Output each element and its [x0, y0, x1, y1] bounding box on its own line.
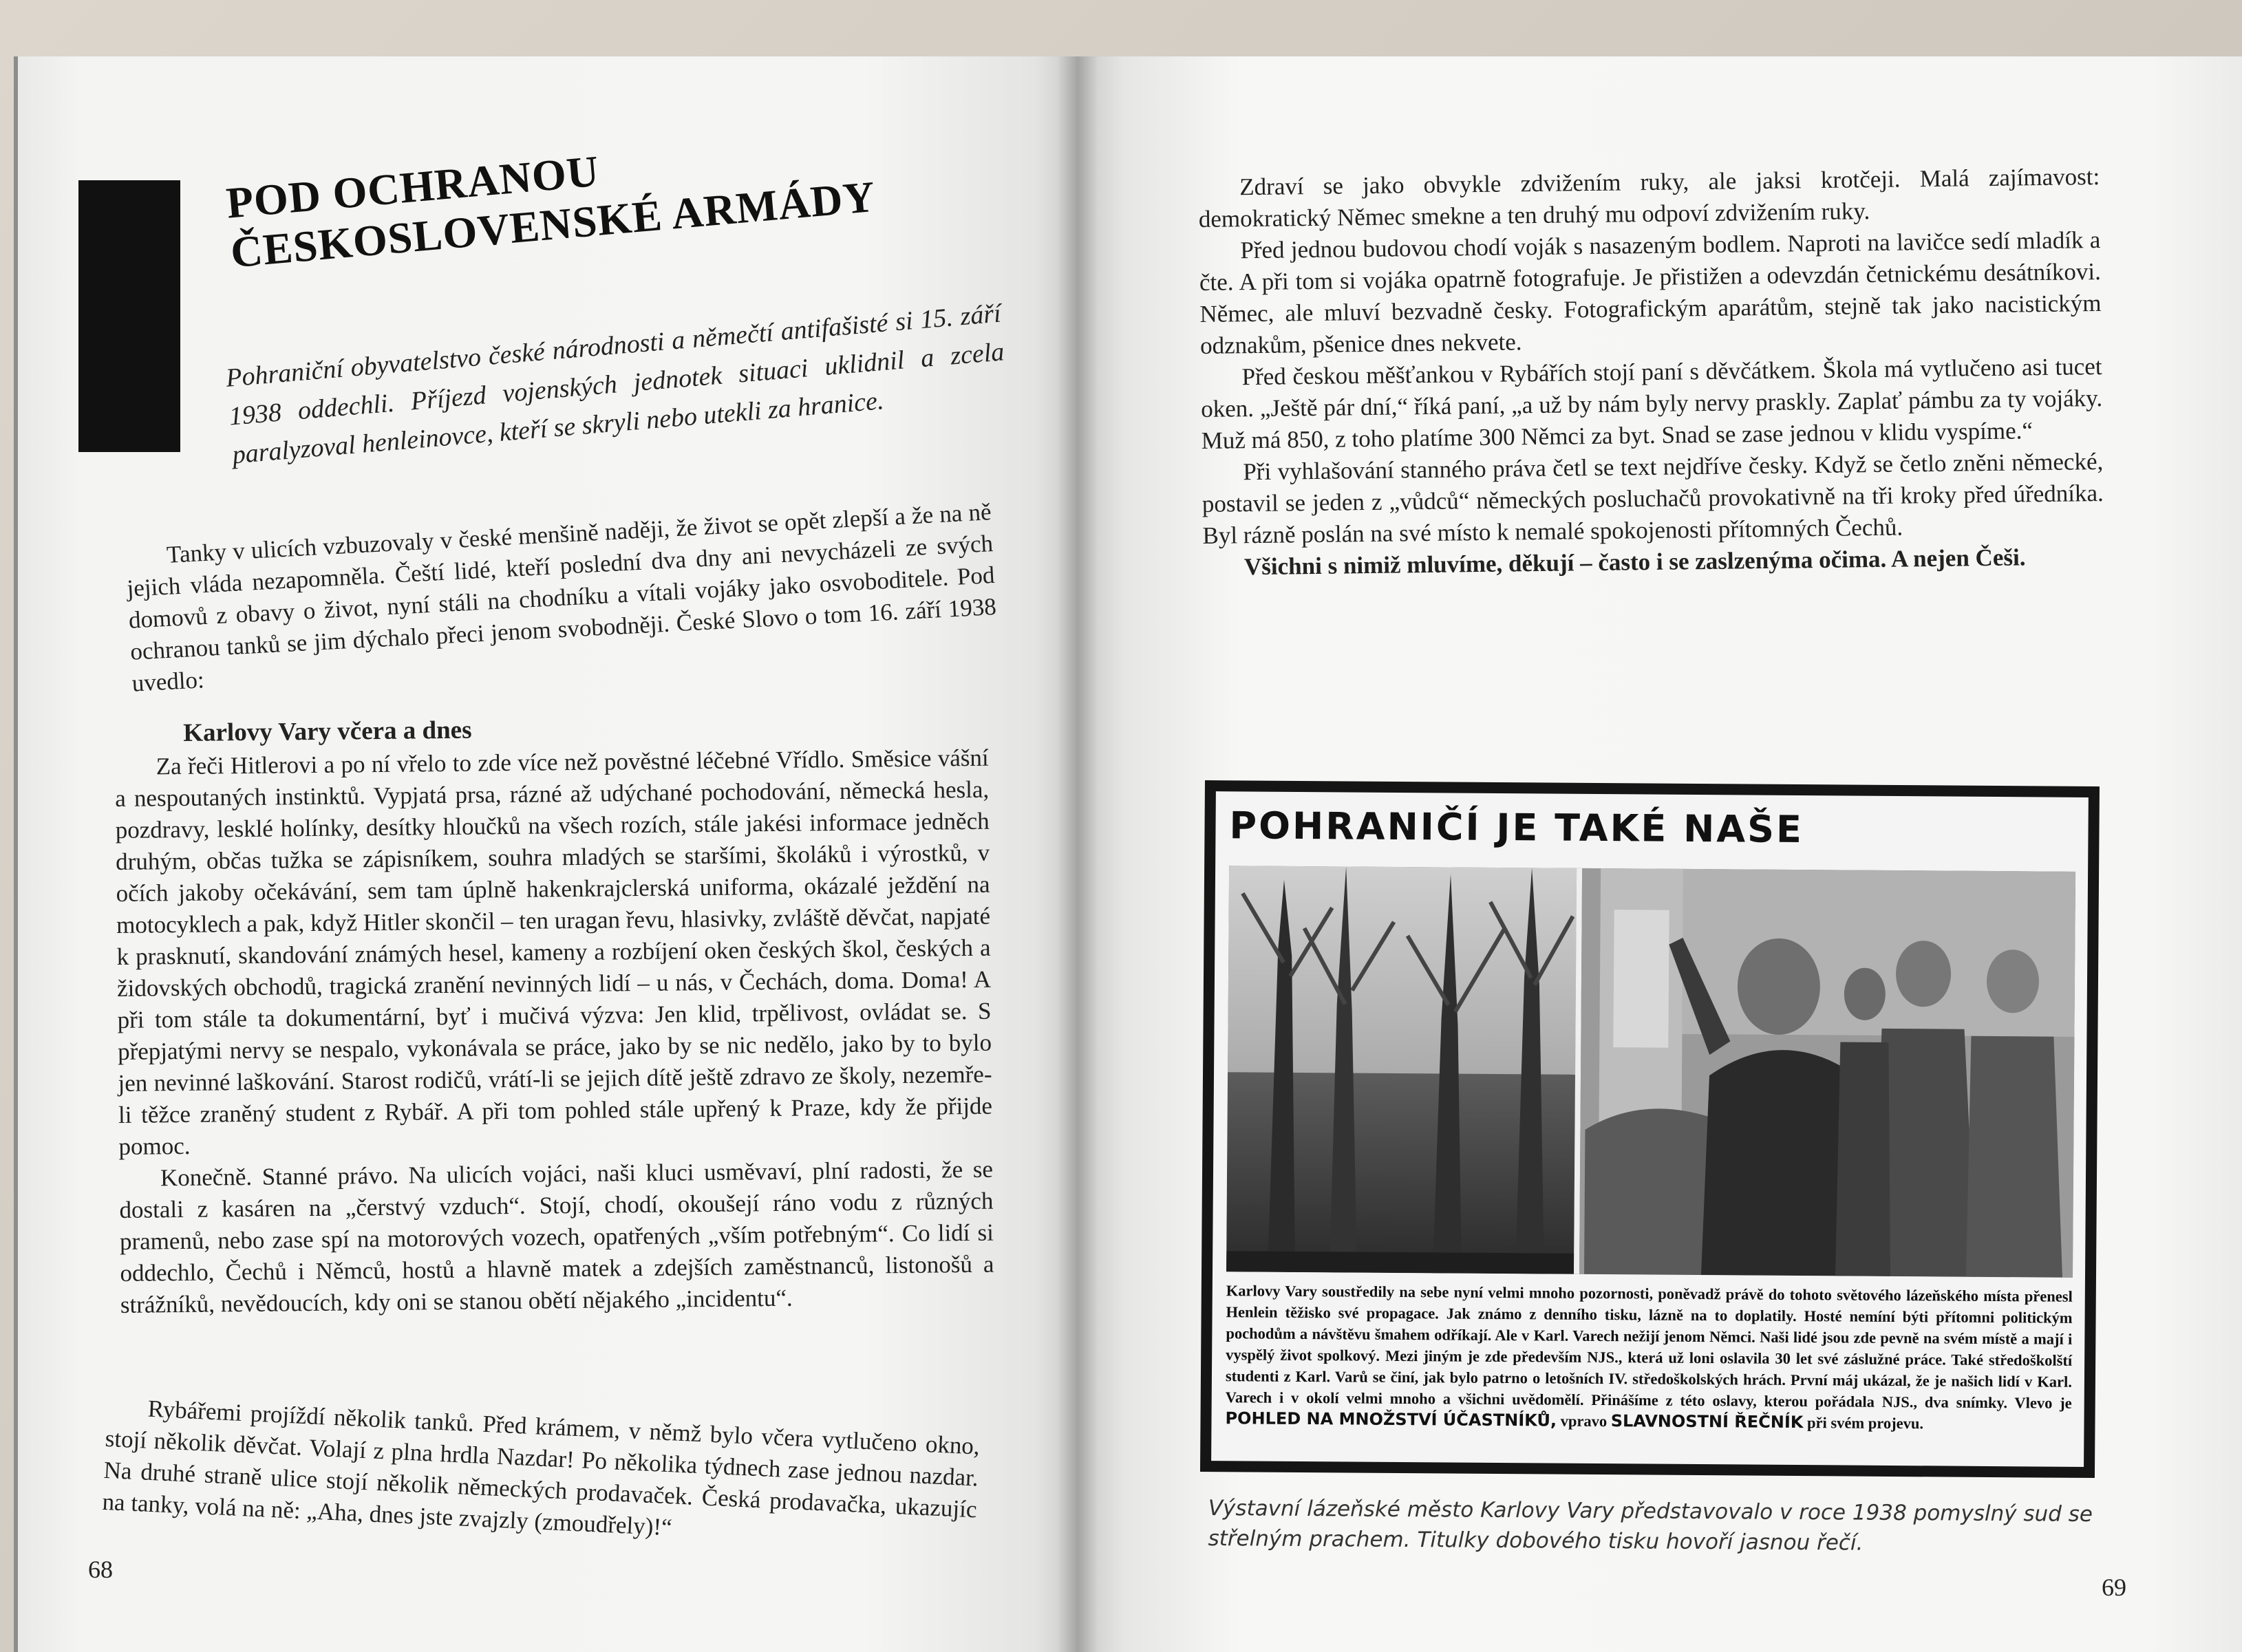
left-page	[18, 56, 1078, 1652]
paragraph: Zdraví se jako obvykle zdvižením ruky, ale jaksi krotčeji. Malá zajímavost: demokratický Němec smekne a ten druhý mu odpoví zdvižením ruky.	[1198, 162, 2100, 233]
paragraph: Před českou měšťankou v Rybářích stojí paní s děvčátkem. Škola má vytlučeno asi tucet oken. „Ještě pár dní,“ říká paní, „a už by nám byly nervy praskly. Zaplať pámbu za ty vojáky. Muž má 850, z toho platíme 300 Němci za byt. Snad se zase jednou v klidu vyspíme.“	[1200, 352, 2103, 454]
clipping-headline: POHRANIČÍ JE TAKÉ NAŠE	[1229, 804, 1804, 852]
left-body-intro	[125, 496, 999, 700]
paragraph: Tanky v ulicích vzbuzovaly v české menšině naději, že život se opět zlepší a že na ně jejich vláda nezapomněla. Čeští lidé, kteří poslední dva dny ani nevycházeli ze svých domovů z obavy o život, nyní stáli na chodníku a vítali vojáky jako osvoboditele. Pod ochranou tanků se jim dýchalo přeci jenom svobodněji. České Slovo o tom 16. září 1938 uvedlo:	[126, 498, 997, 697]
clipping-text-part: Karlovy Vary soustředily na sebe nyní velmi mnoho pozornosti, poněvadž právě do tohoto světového lázeňského místa přenesl Henlein těžisko své propagace. Jak známo z denního tisku, lázně na to doplatily. Hosté nemíní býti přítomni politickým pochodům a návštěvu šmahem odříkají. Ale v Karl. Varech nežijí jenom Němci. Naši lidé jsou zde pevně na svém místě a mají i vyspělý život spolkový. Mezi jiným je zde především NJS., která už loni oslavila 30 let své záslužné práce. Také středoškolští studenti z Karl. Varů se činí, jak bylo patrno o letošních IV. středoškolských hrách. První máj ukázal, že je našich lidí v Karl. Varech i v okolí velmi mnoho a všichni uvědomělí. Přinášíme z této oslavy, kterou pořádala NJS., dva snímky. Vlevo je	[1225, 1282, 2073, 1412]
open-book	[0, 56, 2242, 1652]
clipping-text-part: při svém projevu.	[1806, 1414, 1924, 1433]
chapter-title-bar	[78, 180, 180, 452]
paragraph: Konečně. Stanné právo. Na ulicích vojáci, naši kluci usměvaví, plní radosti, že se dostali z kasáren na „čerstvý vzduch“. Stojí, chodí, okoušejí ráno vodu z různých pramenů, nebo zase spí na motorových vozech, opatřených „vším potřebným“. Co lidí si oddechlo, Čechů i Němců, hostů a hlavně matek a zdejších zaměstnanců, listonošů a strážníků, nevědoucích, kdy oni se stanou obětí nějakého „incidentu“.	[119, 1155, 994, 1318]
clipping-caption-text	[1225, 1280, 2072, 1435]
right-body	[1198, 161, 2104, 583]
clipping-photo	[1226, 866, 2075, 1278]
subheading: Karlovy Vary včera a dnes	[183, 716, 472, 747]
left-body-end	[102, 1391, 981, 1557]
figure-caption: Výstavní lázeňské město Karlovy Vary představovalo v roce 1938 pomyslný sud se střelným prachem. Titulky dobového tisku hovoří jasnou řečí.	[1208, 1496, 2093, 1556]
book-spine-shadow	[1057, 56, 1098, 1652]
paragraph: Za řeči Hitlerovi a po ní vřelo to zde více než pověstné léčebné Vřídlo. Směsice vášní a nespoutaných instinktů. Vypjatá prsa, rázné až udýchané pochodování, německá hesla, pozdravy, lesklé holínky, desítky hloučků na všech rozích, stále jakési informace jedněch druhým, občas tužka se zápisníkem, souhra mladých se staršími, školáků i výrostků, v očích jakoby očekávání, sem tam úplně hakenkrajclerská uniforma, okázalé ježdění na motocyklech a pak, když Hitler skončil – ten uragan řevu, hlasivky, zvláště děvčat, napjaté k prasknutí, skandování známých hesel, kameny a rozbíjení oken českých škol, českých a židovských obchodů, tragická zranění nevinných lidí – u nás, v Čechách, doma. Doma! A při tom stále ta dokumentární, byť i mučivá výzva: Jen klid, trpělivost, ovládat se. S přepjatými nervy se nespalo, vykonávala se práce, jako by se nic nedělo, jako by to bylo jen nevinné laškování. Starost rodičů, vrátí-li se jejich dítě ještě zdravo ze školy, nezemře-li těžce zraněný student z Rybář. A při tom pohled stále upřený k Praze, kdy že přijde pomoc.	[115, 744, 993, 1160]
newspaper-clipping	[1200, 780, 2100, 1478]
clipping-text-caps: SLAVNOSTNÍ ŘEČNÍK	[1610, 1411, 1804, 1433]
paragraph: Při vyhlašování stanného práva četl se text nejdříve česky. Když se četlo zněni německé, postavil se jeden z „vůdců“ německých posluchačů provokativně na tři kroky před úředníka. Byl rázně poslán na své místo k nemalé spokojenosti přítomných Čechů.	[1202, 447, 2104, 549]
right-page	[1078, 56, 2242, 1652]
left-body-main	[114, 709, 994, 1321]
paragraph-bold: Všichni s nimiž mluvíme, děkují – často i se zaslzenýma očima. A nejen Češi.	[1243, 544, 2026, 581]
paragraph: Před jednou budovou chodí voják s nasazeným bodlem. Naproti na lavičce sedí mladík a čte. A při tom si vojáka opatrně fotografuje. Je přistižen a odevzdán četnickému desátníkovi. Němec, ale mluví bezvadně česky. Fotografickým aparátům, stejně tak jako nacistickým odznakům, pšenice dnes nekvete.	[1199, 226, 2102, 359]
page-number-left: 68	[88, 1556, 113, 1583]
photo-image	[1226, 866, 2075, 1278]
clipping-text-part: vpravo	[1560, 1412, 1608, 1430]
clipping-paper	[1211, 791, 2089, 1467]
chapter-lead: Pohraniční obyvatelstvo české národnosti a němečtí antifašisté si 15. září 1938 oddechli. Příjezd vojenských jednotek situaci uklidnil a zcela paralyzoval henleinovce, kteří se skryli nebo utekli za hranice.	[224, 299, 1005, 470]
clipping-text-caps: POHLED NA MNOŽSTVÍ ÚČASTNÍKŮ,	[1225, 1408, 1557, 1430]
chapter-title: POD OCHRANOU ČESKOSLOVENSKÉ ARMÁDY	[224, 146, 878, 277]
paragraph: Rybářemi projíždí několik tanků. Před krámem, v němž bylo včera vytlučeno okno, stojí několik děvčat. Volají z plna hrdla Nazdar! Po několika týdnech zase jednou nazdar. Na druhé straně ulice stojí několik německých prodavaček. Česká prodavačka, ukazujíc na tanky, volá na ně: „Aha, dnes jste zvajzly (zmoudřely)!“	[101, 1395, 981, 1541]
page-number-right: 69	[2102, 1574, 2126, 1601]
